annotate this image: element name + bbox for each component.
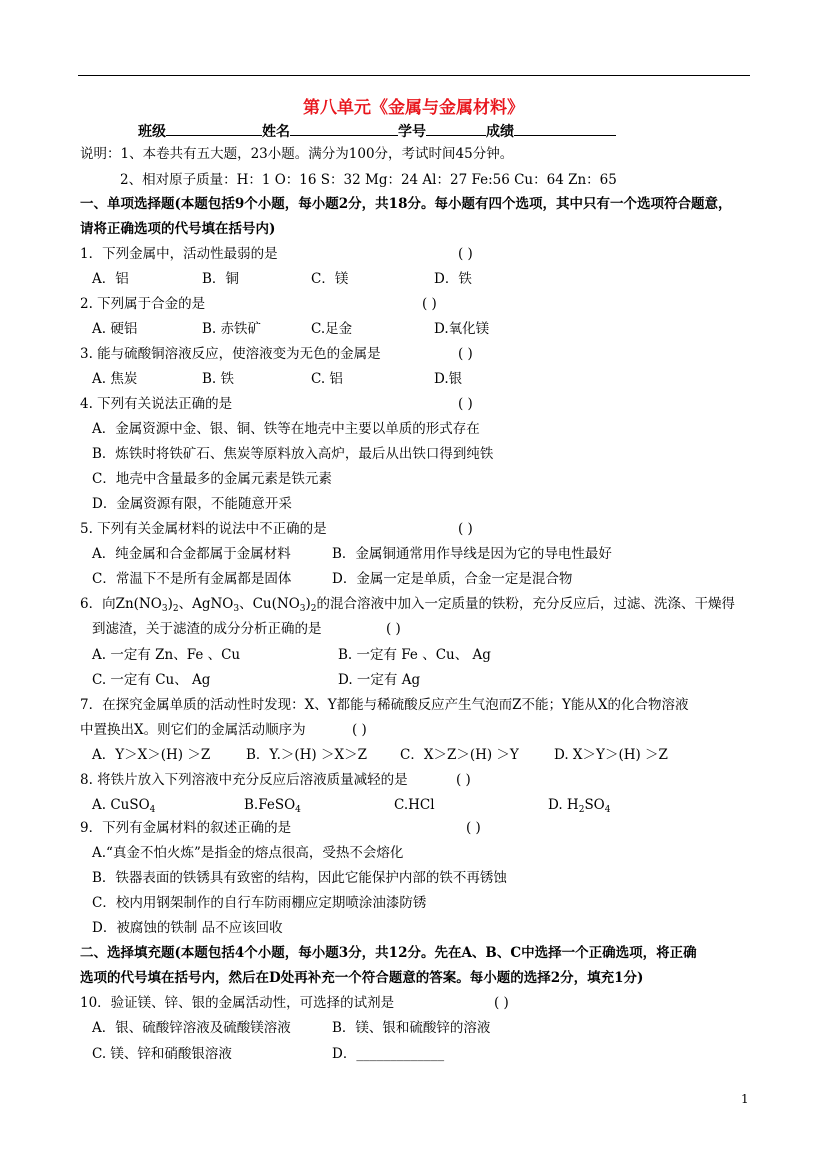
q3-stem: 3. 能与硫酸铜溶液反应，使溶液变为无色的金属是 (80, 346, 381, 362)
notes-line-1: 说明：1、本卷共有五大题，23小题。满分为100分，考试时间45分钟。 (80, 146, 514, 162)
q6-formula-silver-nitrate: 、AgNO (178, 596, 234, 612)
q8-option-d-text: D. H (548, 797, 579, 813)
q2-option-d: D.氧化镁 (434, 321, 490, 337)
page-title: 第八单元《金属与金属材料》 (303, 98, 524, 118)
q6-option-a: A. 一定有 Zn、Fe 、Cu (92, 647, 241, 663)
header-rule (78, 75, 750, 76)
class-blank[interactable] (166, 121, 262, 136)
notes-line-2: 2、相对原子质量：H：1 O：16 S：32 Mg：24 Al：27 Fe:56 Cu：64 Zn：65 (120, 172, 617, 188)
section2-header-2: 选项的代号填在括号内，然后在D处再补充一个符合题意的答案。每小题的选择2分，填充1分) (80, 970, 644, 986)
q6-paren-close: ) (167, 596, 173, 612)
q4-answer-paren[interactable]: ( ) (458, 396, 473, 412)
q5-stem: 5. 下列有关金属材料的说法中不正确的是 (80, 521, 327, 537)
q3-option-a: A. 焦炭 (92, 371, 138, 387)
q6-paren-close: ) (305, 596, 311, 612)
q8-sub: 4 (604, 805, 611, 815)
q8-option-d (548, 797, 611, 813)
q6-option-b: B. 一定有 Fe 、Cu、 Ag (338, 647, 491, 663)
q5-option-d: D．金属一定是单质，合金一定是混合物 (332, 571, 573, 587)
q6-formula-zinc-nitrate: Zn(NO (115, 596, 162, 612)
q9-option-a: A.“真金不怕火炼”是指金的熔点很高，受热不会熔化 (92, 845, 404, 861)
q10-option-a: A．银、硫酸锌溶液及硫酸镁溶液 (92, 1020, 291, 1036)
name-blank[interactable] (290, 121, 398, 136)
q5-option-b: B．金属铜通常用作导线是因为它的导电性最好 (332, 546, 612, 562)
q3-option-c: C. 铝 (311, 371, 343, 387)
q8-option-b (244, 797, 301, 813)
q1-option-a: A．铝 (92, 271, 129, 287)
q6-sub: 3 (233, 604, 240, 614)
id-label: 学号 (398, 124, 426, 140)
q6-option-c: C. 一定有 Cu、 Ag (92, 672, 211, 688)
q2-option-b: B. 赤铁矿 (202, 321, 262, 337)
q9-option-d: D．被腐蚀的铁制 品不应该回收 (92, 920, 283, 936)
q2-answer-paren[interactable]: ( ) (422, 296, 437, 312)
name-label: 姓名 (262, 124, 290, 140)
q5-answer-paren[interactable]: ( ) (458, 521, 473, 537)
q6-stem-rest: 的混合溶液中加入一定质量的铁粉，充分反应后，过滤、洗涤、干燥得 (316, 596, 736, 612)
q9-stem: 9．下列有金属材料的叙述正确的是 (80, 820, 292, 836)
q2-option-a: A. 硬铝 (92, 321, 138, 337)
q6-answer-paren[interactable]: ( ) (386, 621, 401, 637)
q8-option-b-text: B.FeSO (244, 797, 296, 813)
q5-option-c: C．常温下不是所有金属都是固体 (92, 571, 292, 587)
q7-option-c: C．X＞Z＞(H) ＞Y (400, 747, 519, 763)
q8-option-c: C.HCl (394, 797, 435, 813)
q6-formula-copper-nitrate: 、Cu(NO (239, 596, 300, 612)
score-blank[interactable] (514, 121, 616, 136)
q8-option-d-text: SO (584, 797, 605, 813)
section1-header-1: 一、单项选择题(本题包括9个小题，每小题2分，共18分。每小题有四个选项，其中只有一个选项符合题意， (80, 196, 732, 212)
q10-option-d[interactable]: D．_____________ (332, 1046, 445, 1062)
q1-option-d: D．铁 (434, 271, 472, 287)
q6-number: 6．向 (80, 596, 116, 612)
q7-stem-line-2: 中置换出X。则它们的金属活动顺序为 (80, 722, 306, 738)
q10-stem: 10．验证镁、锌、银的金属活动性，可选择的试剂是 (80, 995, 395, 1011)
class-label: 班级 (138, 124, 166, 140)
q8-stem: 8. 将铁片放入下列溶液中充分反应后溶液质量减轻的是 (80, 772, 408, 788)
q3-option-b: B. 铁 (202, 371, 235, 387)
score-label: 成绩 (486, 124, 514, 140)
q9-answer-paren[interactable]: ( ) (466, 820, 481, 836)
q4-stem: 4. 下列有关说法正确的是 (80, 396, 233, 412)
q7-option-a: A．Y＞X＞(H) ＞Z (92, 747, 211, 763)
q6-sub: 2 (172, 604, 179, 614)
id-blank[interactable] (426, 121, 486, 136)
q7-stem-line-1: 7．在探究金属单质的活动性时发现：X、Y都能与稀硫酸反应产生气泡而Z不能；Y能从X的化合物溶液 (80, 697, 689, 713)
q6-stem-line-1 (80, 596, 735, 612)
q9-option-b: B．铁器表面的铁锈具有致密的结构，因此它能保护内部的铁不再锈蚀 (92, 870, 507, 886)
q1-option-c: C．镁 (311, 271, 349, 287)
q3-option-d: D.银 (434, 371, 463, 387)
q1-stem: 1．下列金属中，活动性最弱的是 (80, 246, 278, 262)
q7-option-b: B．Y.＞(H) ＞X＞Z (246, 747, 367, 763)
q8-answer-paren[interactable]: ( ) (456, 772, 471, 788)
q4-option-d: D．金属资源有限，不能随意开采 (92, 496, 292, 512)
q6-sub: 3 (299, 604, 306, 614)
q1-answer-paren[interactable]: ( ) (458, 246, 473, 262)
q8-option-a (92, 797, 155, 813)
q2-stem: 2. 下列属于合金的是 (80, 296, 206, 312)
q6-option-d: D. 一定有 Ag (338, 672, 421, 688)
q2-option-c: C.足金 (311, 321, 353, 337)
q10-option-c: C. 镁、锌和硝酸银溶液 (92, 1046, 232, 1062)
q6-stem-line-2: 到滤渣，关于滤渣的成分分析正确的是 (92, 621, 322, 637)
section1-header-2: 请将正确选项的代号填在括号内) (80, 221, 276, 237)
q4-option-b: B．炼铁时将铁矿石、焦炭等原料放入高炉，最后从出铁口得到纯铁 (92, 446, 494, 462)
q1-option-b: B．铜 (202, 271, 239, 287)
q8-sub: 2 (578, 805, 585, 815)
q8-sub: 4 (295, 805, 301, 815)
q9-option-c: C．校内用钢架制作的自行车防雨棚应定期喷涂油漆防锈 (92, 895, 427, 911)
q6-sub: 2 (310, 604, 317, 614)
q10-option-b: B．镁、银和硫酸锌的溶液 (332, 1020, 491, 1036)
section2-header-1: 二、选择填充题(本题包括4个小题，每小题3分，共12分。先在A、B、C中选择一个正确选项，将正确 (80, 945, 697, 961)
page-number: 1 (741, 1092, 749, 1106)
q8-sub: 4 (149, 805, 156, 815)
q5-option-a: A．纯金属和合金都属于金属材料 (92, 546, 291, 562)
q4-option-a: A．金属资源中金、银、铜、铁等在地壳中主要以单质的形式存在 (92, 421, 480, 437)
q8-option-a-text: A. CuSO (92, 797, 150, 813)
q4-option-c: C．地壳中含量最多的金属元素是铁元素 (92, 471, 332, 487)
q7-answer-paren[interactable]: ( ) (352, 722, 367, 738)
student-info-row (138, 121, 616, 141)
q3-answer-paren[interactable]: ( ) (458, 346, 473, 362)
q6-sub: 3 (161, 604, 168, 614)
q10-answer-paren[interactable]: ( ) (494, 995, 509, 1011)
q7-option-d: D. X＞Y＞(H) ＞Z (554, 747, 668, 763)
